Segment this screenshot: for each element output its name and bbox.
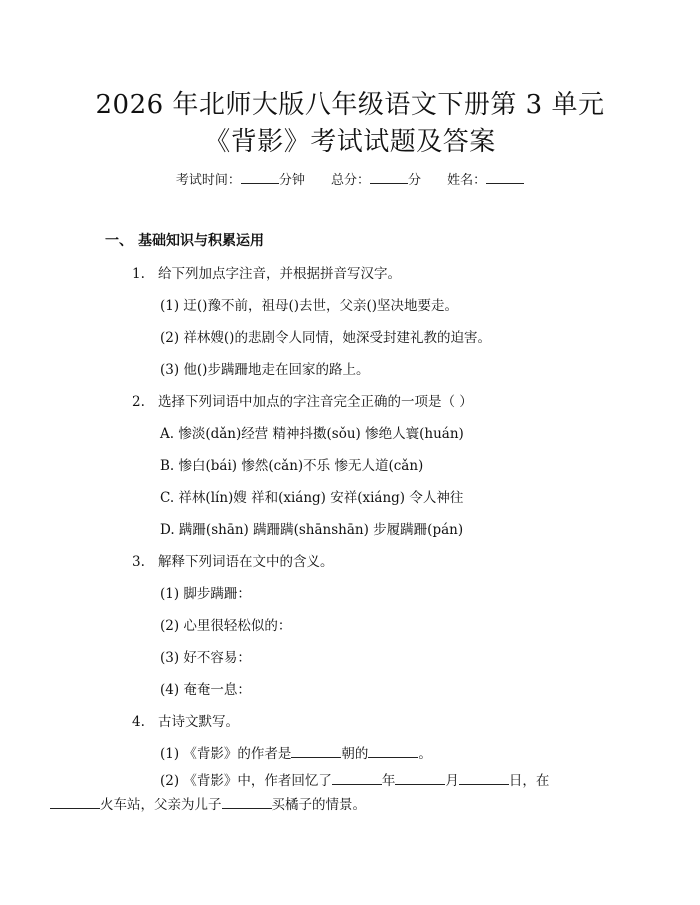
- section-heading: [105, 230, 264, 250]
- q1-item-2: (2) 祥林嫂()的悲剧令人同情，她深受封建礼教的迫害。: [160, 330, 491, 346]
- question-4: [132, 710, 239, 730]
- score-label: 总分：: [330, 173, 370, 188]
- section-number: 一、: [105, 233, 133, 249]
- question-text: 古诗文默写。: [158, 714, 239, 730]
- fill-blank: [332, 770, 382, 785]
- question-2: [132, 390, 473, 410]
- fill-blank: [50, 794, 100, 809]
- q4-item1-part-c: 。: [418, 746, 432, 762]
- name-blank: [486, 169, 524, 184]
- fill-blank: [395, 770, 445, 785]
- q4-item2-part-c: 月: [445, 773, 459, 789]
- fill-blank: [291, 743, 341, 758]
- q4-item2-part-d: 日，在: [508, 773, 550, 789]
- exam-title-line1: 2026 年北师大版八年级语文下册第 3 单元: [95, 90, 605, 120]
- fill-blank: [459, 770, 509, 785]
- time-blank: [241, 169, 279, 184]
- fill-blank: [368, 743, 418, 758]
- score-blank: [370, 169, 408, 184]
- q2-option-c: C. 祥林(lín)嫂 祥和(xiáng) 安祥(xiáng) 令人神往: [160, 490, 464, 506]
- question-text: 选择下列词语中加点的字注音完全正确的一项是（ ）: [158, 394, 473, 410]
- question-number: 2.: [132, 394, 145, 410]
- q2-option-a: A. 惨淡(dǎn)经营 精神抖擞(sǒu) 惨绝人寰(huán): [160, 426, 464, 442]
- question-number: 4.: [132, 714, 145, 730]
- score-unit: 分: [408, 173, 422, 188]
- time-label: 考试时间：: [175, 173, 241, 188]
- q4-item2-part-e: 火车站，父亲为儿子: [100, 797, 222, 813]
- section-title: 基础知识与积累运用: [138, 233, 264, 249]
- question-number: 3.: [132, 554, 145, 570]
- q4-item2-part-a: (2) 《背影》中，作者回忆了: [160, 773, 332, 789]
- exam-info-line: [0, 169, 700, 188]
- fill-blank: [222, 794, 272, 809]
- q4-item-2: [100, 769, 585, 817]
- q4-item1-part-b: 朝的: [341, 746, 369, 762]
- time-unit: 分钟: [278, 173, 305, 188]
- question-text: 给下列加点字注音，并根据拼音写汉字。: [158, 266, 401, 282]
- question-text: 解释下列词语在文中的含义。: [158, 554, 334, 570]
- q3-item-2: (2) 心里很轻松似的：: [160, 618, 292, 634]
- question-3: [132, 550, 334, 570]
- q1-item-3: (3) 他()步蹒跚地走在回家的路上。: [160, 362, 370, 378]
- q4-item2-part-f: 买橘子的情景。: [271, 797, 366, 813]
- exam-title-line2: 《背影》考试试题及答案: [204, 127, 496, 157]
- q4-item2-part-b: 年: [381, 773, 396, 789]
- q2-option-b: B. 惨白(bái) 惨然(cǎn)不乐 惨无人道(cǎn): [160, 458, 424, 474]
- q1-item-1: (1) 迂()豫不前，祖母()去世，父亲()坚决地要走。: [160, 298, 459, 314]
- q4-item1-part-a: (1) 《背影》的作者是: [160, 746, 292, 762]
- q3-item-3: (3) 好不容易：: [160, 650, 251, 666]
- q4-item-1: [160, 742, 432, 762]
- q3-item-1: (1) 脚步蹒跚：: [160, 586, 251, 602]
- q2-option-d: D. 蹒跚(shān) 蹒跚蹒(shānshān) 步履蹒跚(pán): [160, 522, 464, 538]
- question-1: [132, 262, 401, 282]
- q3-item-4: (4) 奄奄一息：: [160, 682, 251, 698]
- name-label: 姓名：: [447, 173, 487, 188]
- question-number: 1.: [132, 266, 145, 282]
